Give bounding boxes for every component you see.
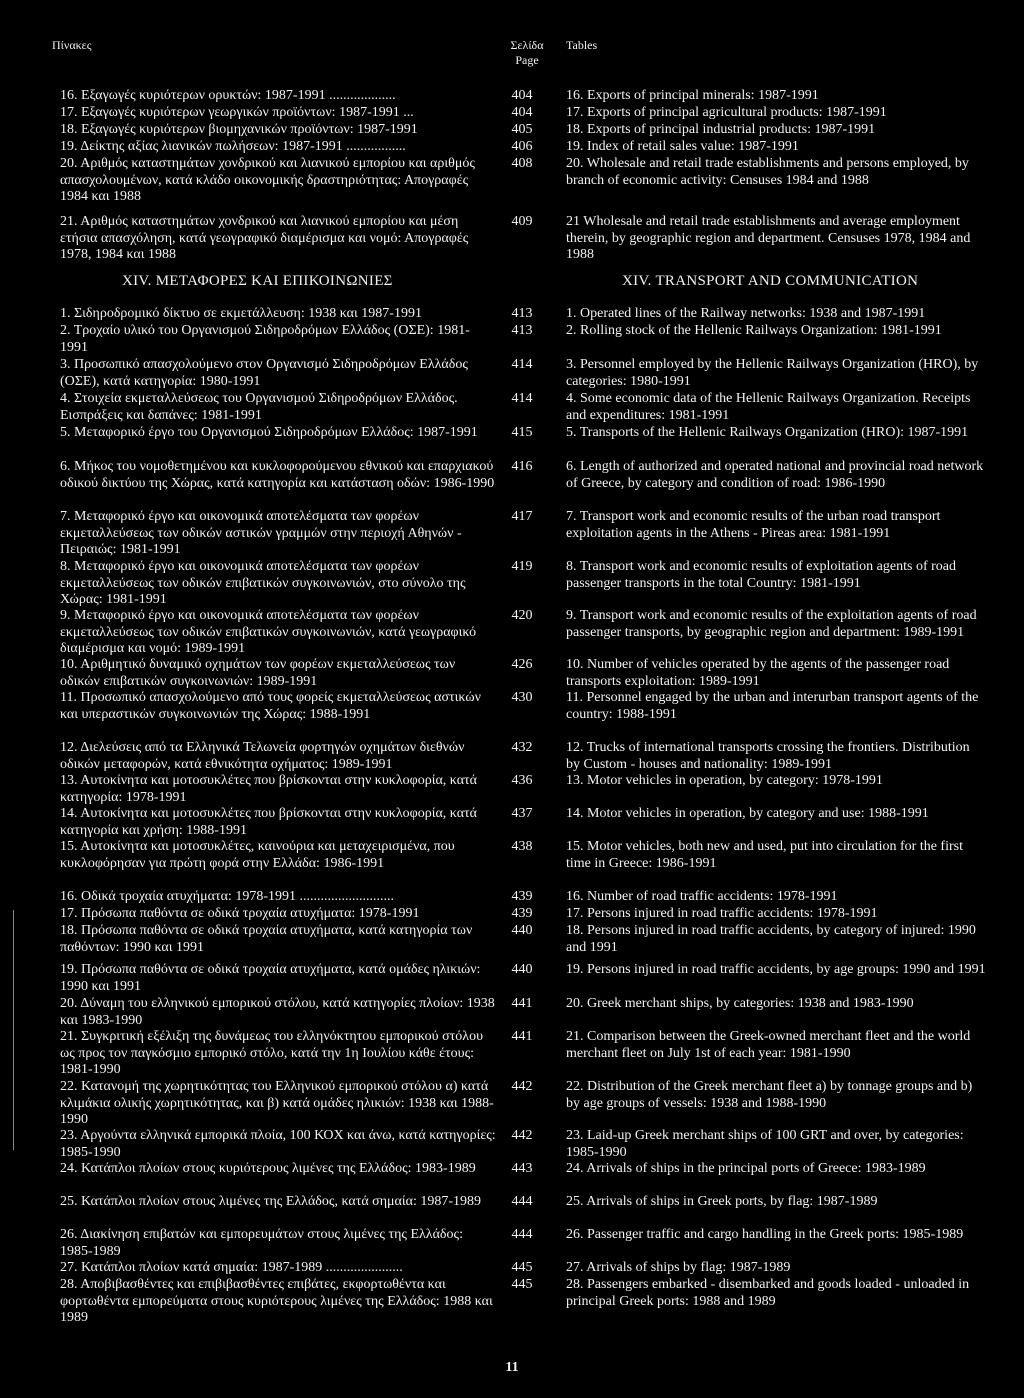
- header-page-label: [497, 38, 557, 68]
- transport-row-en-1: 1. Operated lines of the Railway networks: 1938 and 1987-1991: [566, 306, 926, 321]
- transport-row-page-23: 442: [511, 1128, 533, 1143]
- transport-row-el-6: 6. Μήκος του νομοθετημένου και κυκλοφορούμενου εθνικού και επαρχιακού οδικού δικτύου της Χώρας, κατά κατηγορία και κατάσταση οδών: 1986-1990: [60, 459, 495, 491]
- transport-row-en-25: 25. Arrivals of ships in Greek ports, by flag: 1987-1989: [566, 1194, 878, 1209]
- row-el-19: 19. Δείκτης αξίας λιανικών πωλήσεων: 1987-1991 .................: [60, 139, 406, 154]
- row-el-21: 21. Αριθμός καταστημάτων χονδρικού και λιανικού εμπορίου και μέση ετήσια απασχόληση, κατά γεωγραφικό διαμέρισμα και νομό: Απογραφές 1978, 1984 και 1988: [60, 214, 469, 262]
- transport-row-el-23: 23. Αργούντα ελληνικά εμπορικά πλοία, 100 ΚΟΧ και άνω, κατά κατηγορίες: 1985-1990: [60, 1128, 496, 1160]
- row-en-16: 16. Exports of principal minerals: 1987-1991: [566, 88, 819, 103]
- transport-row-el-26: 26. Διακίνηση επιβατών και εμπορευμάτων στους λιμένες της Ελλάδος: 1985-1989: [60, 1227, 463, 1259]
- transport-row-en-8: 8. Transport work and economic results of exploitation agents of road passenger transports in the total Country: 1981-1991: [566, 559, 956, 591]
- transport-row-page-5: 415: [511, 425, 533, 440]
- transport-row-en-20: 20. Greek merchant ships, by categories: 1938 and 1983-1990: [566, 996, 914, 1011]
- transport-row-page-9: 420: [511, 608, 533, 623]
- transport-row-page-15: 438: [511, 839, 533, 854]
- transport-row-en-28: 28. Passengers embarked - disembarked and goods loaded - unloaded in principal Greek ports: 1988 and 1989: [566, 1277, 970, 1309]
- row-page-17: 404: [511, 105, 533, 120]
- row-page-19: 406: [511, 139, 533, 154]
- transport-row-el-13: 13. Αυτοκίνητα και μοτοσυκλέτες που βρίσκονται στην κυκλοφορία, κατά κατηγορία: 1978-1991: [60, 773, 478, 805]
- transport-row-en-7: 7. Transport work and economic results of the urban road transport exploitation agents in the Athens - Pireas area: 1981-1991: [566, 509, 941, 541]
- transport-row-el-25: 25. Κατάπλοι πλοίων στους λιμένες της Ελλάδος, κατά σημαία: 1987-1989: [60, 1194, 482, 1209]
- page-number: 11: [505, 1360, 519, 1375]
- row-en-19: 19. Index of retail sales value: 1987-1991: [566, 139, 799, 154]
- transport-row-el-24: 24. Κατάπλοι πλοίων στους κυριότερους λιμένες της Ελλάδος: 1983-1989: [60, 1161, 476, 1176]
- transport-row-el-15: 15. Αυτοκίνητα και μοτοσυκλέτες, καινούρια και μεταχειρισμένα, που κυκλοφόρησαν για πρώτη φορά στην Ελλάδα: 1986-1991: [60, 839, 455, 871]
- transport-row-el-4: 4. Στοιχεία εκμεταλλεύσεως του Οργανισμού Σιδηροδρόμων Ελλάδος. Εισπράξεις και δαπάνες: 1981-1991: [60, 391, 458, 423]
- transport-row-page-2: 413: [511, 323, 533, 338]
- transport-row-page-12: 432: [511, 740, 533, 755]
- transport-row-page-11: 430: [511, 690, 533, 705]
- transport-row-el-16: 16. Οδικά τροχαία ατυχήματα: 1978-1991 ...........................: [60, 889, 394, 904]
- row-el-20: 20. Αριθμός καταστημάτων χονδρικού και λιανικού εμπορίου και αριθμός απασχολουμένων, κατά κλάδο οικονομικής δραστηριότητας: Απογραφές 1984 και 1988: [60, 156, 475, 204]
- transport-row-el-11: 11. Προσωπικό απασχολούμενο από τους φορείς εκμεταλλεύσεως αστικών και υπεραστικών συγκοινωνιών της Χώρας: 1988-1991: [60, 690, 481, 722]
- transport-row-page-6: 416: [511, 459, 533, 474]
- transport-row-en-12: 12. Trucks of international transports crossing the frontiers. Distribution by Custom - houses and nationality: 1989-1991: [566, 740, 970, 772]
- scan-margin-line: [13, 910, 14, 1150]
- row-en-21: 21 Wholesale and retail trade establishments and average employment therein, by geographic region and department. Censuses 1978, 1984 and 1988: [566, 214, 971, 262]
- transport-row-page-4: 414: [511, 391, 533, 406]
- row-en-20: 20. Wholesale and retail trade establishments and persons employed, by branch of economic activity: Censuses 1984 and 1988: [566, 156, 969, 188]
- row-page-18: 405: [511, 122, 533, 137]
- transport-row-el-5: 5. Μεταφορικό έργο του Οργανισμού Σιδηροδρόμων Ελλάδος: 1987-1991: [60, 425, 478, 440]
- transport-row-en-4: 4. Some economic data of the Hellenic Railways Organization. Receipts and expenditures: 1981-1991: [566, 391, 971, 423]
- transport-row-page-10: 426: [511, 657, 533, 672]
- transport-row-en-5: 5. Transports of the Hellenic Railways Organization (HRO): 1987-1991: [566, 425, 969, 440]
- transport-row-en-6: 6. Length of authorized and operated national and provincial road network of Greece, by category and condition of road: 1986-1990: [566, 459, 984, 491]
- transport-row-en-18: 18. Persons injured in road traffic accidents, by category of injured: 1990 and 1991: [566, 923, 976, 955]
- section-title-english: XIV. TRANSPORT AND COMMUNICATION: [622, 273, 919, 289]
- transport-row-en-27: 27. Arrivals of ships by flag: 1987-1989: [566, 1260, 791, 1275]
- transport-row-el-22: 22. Κατανομή της χωρητικότητας του Ελληνικού εμπορικού στόλου α) κατά κλιμάκια ολικής χωρητικότητας, και β) κατά ομάδες ηλικιών: 1938 και 1988-1990: [60, 1079, 494, 1127]
- transport-row-page-7: 417: [511, 509, 533, 524]
- transport-row-en-9: 9. Transport work and economic results of the exploitation agents of road passenger transports, by geographic region and department: 1989-1991: [566, 608, 977, 640]
- transport-row-el-20: 20. Δύναμη του ελληνικού εμπορικού στόλου, κατά κατηγορίες πλοίων: 1938 και 1983-1990: [60, 996, 495, 1028]
- row-el-16: 16. Εξαγωγές κυριότερων ορυκτών: 1987-1991 ...................: [60, 88, 396, 103]
- transport-row-en-11: 11. Personnel engaged by the urban and interurban transport agents of the country: 1988-1991: [566, 690, 979, 722]
- transport-row-el-2: 2. Τροχαίο υλικό του Οργανισμού Σιδηροδρόμων Ελλάδος (ΟΣΕ): 1981-1991: [60, 323, 470, 355]
- header-left: Πίνακες: [52, 38, 92, 52]
- transport-row-en-15: 15. Motor vehicles, both new and used, put into circulation for the first time in Greece: 1986-1991: [566, 839, 963, 871]
- row-en-18: 18. Exports of principal industrial products: 1987-1991: [566, 122, 876, 137]
- transport-row-en-2: 2. Rolling stock of the Hellenic Railways Organization: 1981-1991: [566, 323, 942, 338]
- transport-row-el-14: 14. Αυτοκίνητα και μοτοσυκλέτες που βρίσκονται στην κυκλοφορία, κατά κατηγορία και χρήση: 1988-1991: [60, 806, 478, 838]
- transport-row-en-14: 14. Motor vehicles in operation, by category and use: 1988-1991: [566, 806, 929, 821]
- transport-row-page-3: 414: [511, 357, 533, 372]
- transport-row-en-23: 23. Laid-up Greek merchant ships of 100 GRT and over, by categories: 1985-1990: [566, 1128, 964, 1160]
- transport-row-page-13: 436: [511, 773, 533, 788]
- transport-row-el-3: 3. Προσωπικό απασχολούμενο στον Οργανισμό Σιδηροδρόμων Ελλάδος (ΟΣΕ), κατά κατηγορία: 1980-1991: [60, 357, 468, 389]
- transport-row-page-27: 445: [511, 1260, 533, 1275]
- transport-row-page-26: 444: [511, 1227, 533, 1242]
- transport-row-el-1: 1. Σιδηροδρομικό δίκτυο σε εκμετάλλευση: 1938 και 1987-1991: [60, 306, 422, 321]
- transport-row-el-27: 27. Κατάπλοι πλοίων κατά σημαία: 1987-1989 ......................: [60, 1260, 403, 1275]
- transport-row-el-17: 17. Πρόσωπα παθόντα σε οδικά τροχαία ατυχήματα: 1978-1991: [60, 906, 420, 921]
- transport-row-page-25: 444: [511, 1194, 533, 1209]
- transport-row-el-8: 8. Μεταφορικό έργο και οικονομικά αποτελέσματα των φορέων εκμεταλλεύσεως των οδικών επιβατικών συγκοινωνιών, στο σύνολο της Χώρας: 1981-1991: [60, 559, 466, 607]
- row-en-17: 17. Exports of principal agricultural products: 1987-1991: [566, 105, 887, 120]
- transport-row-el-21: 21. Συγκριτική εξέλιξη της δυνάμεως του ελληνόκτητου εμπορικού στόλου ως προς τον παγκόσμιο εμπορικό στόλο, κατά την 1η Ιουλίου κάθε έτους: 1981-1990: [60, 1029, 483, 1077]
- transport-row-page-18: 440: [511, 923, 533, 938]
- transport-row-en-26: 26. Passenger traffic and cargo handling in the Greek ports: 1985-1989: [566, 1227, 964, 1242]
- row-page-21: 409: [511, 214, 533, 229]
- transport-row-el-10: 10. Αριθμητικό δυναμικό οχημάτων των φορέων εκμεταλλεύσεως των οδικών επιβατικών συγκοινωνιών: 1989-1991: [60, 657, 456, 689]
- header-page-label-greek: Σελίδα: [510, 38, 544, 52]
- transport-row-el-9: 9. Μεταφορικό έργο και οικονομικά αποτελέσματα των φορέων εκμεταλλεύσεως των οδικών επιβατικών συγκοινωνιών, κατά γεωγραφικό διαμέρισμα και νομό: 1989-1991: [60, 608, 477, 656]
- transport-row-en-22: 22. Distribution of the Greek merchant fleet a) by tonnage groups and b) by age groups of vessels: 1938 and 1988-1990: [566, 1079, 973, 1111]
- row-el-17: 17. Εξαγωγές κυριότερων γεωργικών προϊόντων: 1987-1991 ...: [60, 105, 414, 120]
- transport-row-page-16: 439: [511, 889, 533, 904]
- transport-row-en-17: 17. Persons injured in road traffic accidents: 1978-1991: [566, 906, 878, 921]
- transport-row-en-3: 3. Personnel employed by the Hellenic Railways Organization (HRO), by categories: 1980-1991: [566, 357, 979, 389]
- header-right: Tables: [566, 38, 598, 52]
- row-el-18: 18. Εξαγωγές κυριότερων βιομηχανικών προϊόντων: 1987-1991: [60, 122, 418, 137]
- transport-row-el-28: 28. Αποβιβασθέντες και επιβιβασθέντες επιβάτες, εκφορτωθέντα και φορτωθέντα εμπορεύματα στους κυριότερους λιμένες της Ελλάδος: 1988 και 1989: [60, 1277, 493, 1325]
- transport-row-page-14: 437: [511, 806, 533, 821]
- transport-row-page-28: 445: [511, 1277, 533, 1292]
- transport-row-page-20: 441: [511, 996, 533, 1011]
- transport-row-el-19: 19. Πρόσωπα παθόντα σε οδικά τροχαία ατυχήματα, κατά ομάδες ηλικιών: 1990 και 1991: [60, 962, 481, 994]
- transport-row-page-19: 440: [511, 962, 533, 977]
- row-page-16: 404: [511, 88, 533, 103]
- transport-row-en-13: 13. Motor vehicles in operation, by category: 1978-1991: [566, 773, 883, 788]
- transport-row-page-22: 442: [511, 1079, 533, 1094]
- transport-row-en-10: 10. Number of vehicles operated by the agents of the passenger road transports exploitation: 1989-1991: [566, 657, 950, 689]
- transport-row-page-8: 419: [511, 559, 533, 574]
- transport-row-page-24: 443: [511, 1161, 533, 1176]
- transport-row-el-18: 18. Πρόσωπα παθόντα σε οδικά τροχαία ατυχήματα, κατά κατηγορία των παθόντων: 1990 και 1991: [60, 923, 473, 955]
- transport-row-en-21: 21. Comparison between the Greek-owned merchant fleet and the world merchant fleet on July 1st of each year: 1981-1990: [566, 1029, 971, 1061]
- transport-row-en-16: 16. Number of road traffic accidents: 1978-1991: [566, 889, 838, 904]
- transport-row-page-1: 413: [511, 306, 533, 321]
- transport-row-en-24: 24. Arrivals of ships in the principal ports of Greece: 1983-1989: [566, 1161, 926, 1176]
- transport-row-page-17: 439: [511, 906, 533, 921]
- transport-row-en-19: 19. Persons injured in road traffic accidents, by age groups: 1990 and 1991: [566, 962, 986, 977]
- row-page-20: 408: [511, 156, 533, 171]
- transport-row-el-7: 7. Μεταφορικό έργο και οικονομικά αποτελέσματα των φορέων εκμεταλλεύσεως των οδικών αστικών γραμμών στην περιοχή Αθηνών - Πειραιώς: 1981-1991: [60, 509, 462, 557]
- transport-row-el-12: 12. Διελεύσεις από τα Ελληνικά Τελωνεία φορτηγών οχημάτων διεθνών οδικών μεταφορών, κατά εθνικότητα οχήματος: 1989-1991: [60, 740, 465, 772]
- section-title-greek: XIV. ΜΕΤΑΦΟΡΕΣ ΚΑΙ ΕΠΙΚΟΙΝΩΝΙΕΣ: [122, 273, 393, 289]
- header-page-label-english: Page: [515, 53, 539, 67]
- transport-row-page-21: 441: [511, 1029, 533, 1044]
